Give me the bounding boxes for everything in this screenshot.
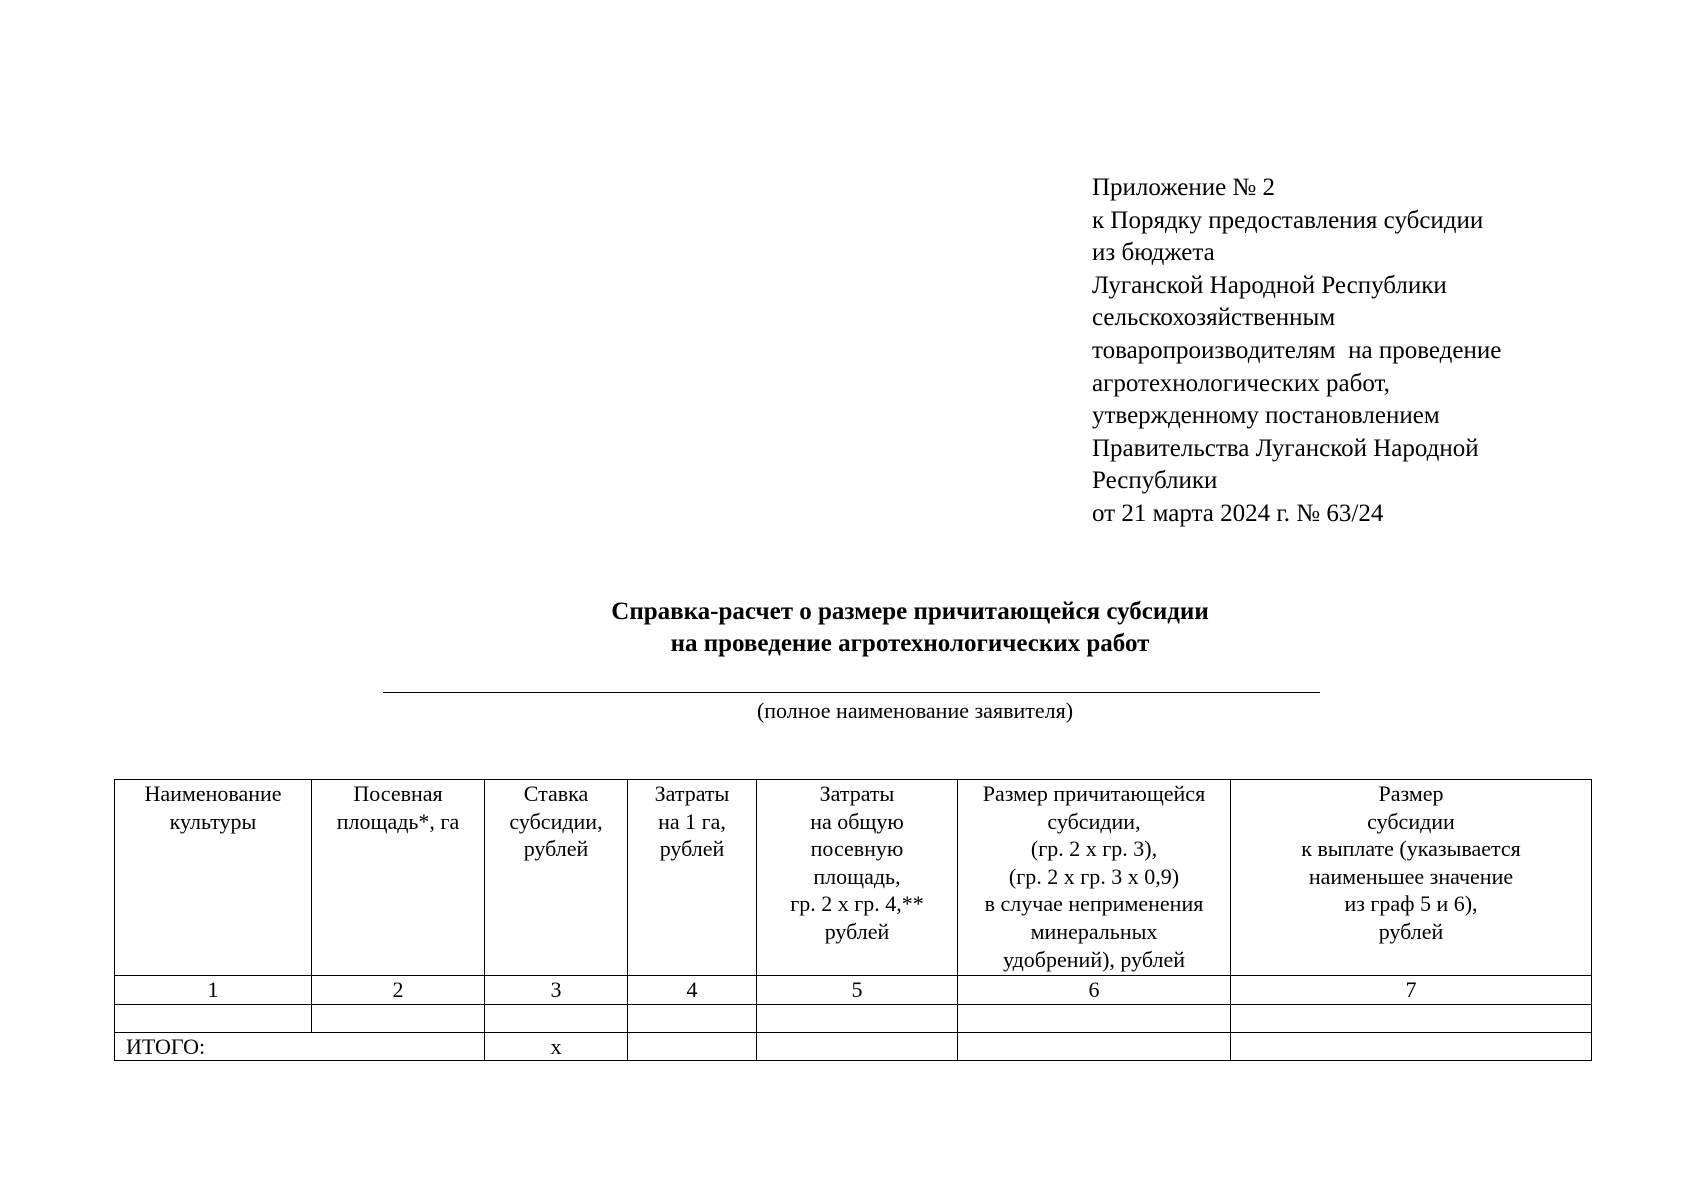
applicant-name-line	[383, 692, 1320, 693]
appendix-line: к Порядку предоставления субсидии	[1092, 206, 1484, 234]
table-cell	[1231, 1004, 1592, 1032]
header-col-5: Затраты на общую посевную площадь, гр. 2 х гр. 4,** рублей	[757, 780, 958, 976]
column-number: 4	[628, 976, 757, 1005]
title-line-2: на проведение агротехнологических работ	[670, 630, 1150, 657]
appendix-line: агротехнологических работ,	[1092, 369, 1390, 397]
column-number: 3	[485, 976, 628, 1005]
total-cell	[1231, 1032, 1592, 1061]
table-cell	[628, 1004, 757, 1032]
appendix-line: Республики	[1092, 467, 1218, 495]
table-header-row	[115, 780, 1592, 976]
table-cell	[958, 1004, 1231, 1032]
appendix-line: сельскохозяйственным	[1092, 304, 1336, 332]
column-number-row	[115, 976, 1592, 1005]
total-row	[115, 1032, 1592, 1061]
total-cell	[958, 1032, 1231, 1061]
appendix-line: Приложение № 2	[1092, 174, 1276, 201]
column-number: 1	[115, 976, 312, 1005]
appendix-line: утвержденному постановлением	[1092, 402, 1440, 430]
table-cell	[485, 1004, 628, 1032]
table-cell	[115, 1004, 312, 1032]
appendix-line: Правительства Луганской Народной	[1092, 434, 1479, 462]
appendix-line: товаропроизводителям на проведение	[1092, 336, 1502, 364]
table-cell	[312, 1004, 485, 1032]
header-col-4: Затраты на 1 га, рублей	[628, 780, 757, 976]
table-row	[115, 1004, 1592, 1032]
applicant-caption: (полное наименование заявителя)	[756, 698, 1074, 723]
total-col3-mark: х	[485, 1032, 628, 1061]
column-number: 7	[1231, 976, 1592, 1005]
appendix-block	[1092, 172, 1652, 531]
header-col-6: Размер причитающейся субсидии, (гр. 2 х гр. 3), (гр. 2 х гр. 3 х 0,9) в случае неприменения минеральных удобрений), рублей	[958, 780, 1231, 976]
appendix-line: от 21 марта 2024 г. № 63/24	[1092, 499, 1384, 527]
document-title	[380, 596, 1440, 660]
column-number: 5	[757, 976, 958, 1005]
title-line-1: Справка-расчет о размере причитающейся субсидии	[611, 598, 1209, 625]
header-col-1: Наименование культуры	[115, 780, 312, 976]
header-col-7: Размер субсидии к выплате (указывается наименьшее значение из граф 5 и 6), рублей	[1231, 780, 1592, 976]
total-cell	[628, 1032, 757, 1061]
appendix-line: из бюджета	[1092, 239, 1215, 267]
table-cell	[757, 1004, 958, 1032]
header-col-3: Ставка субсидии, рублей	[485, 780, 628, 976]
total-label: ИТОГО:	[115, 1032, 485, 1061]
total-cell	[757, 1032, 958, 1061]
header-col-2: Посевная площадь*, га	[312, 780, 485, 976]
calculation-table	[114, 779, 1592, 1061]
column-number: 2	[312, 976, 485, 1005]
column-number: 6	[958, 976, 1231, 1005]
appendix-line: Луганской Народной Республики	[1092, 271, 1447, 299]
